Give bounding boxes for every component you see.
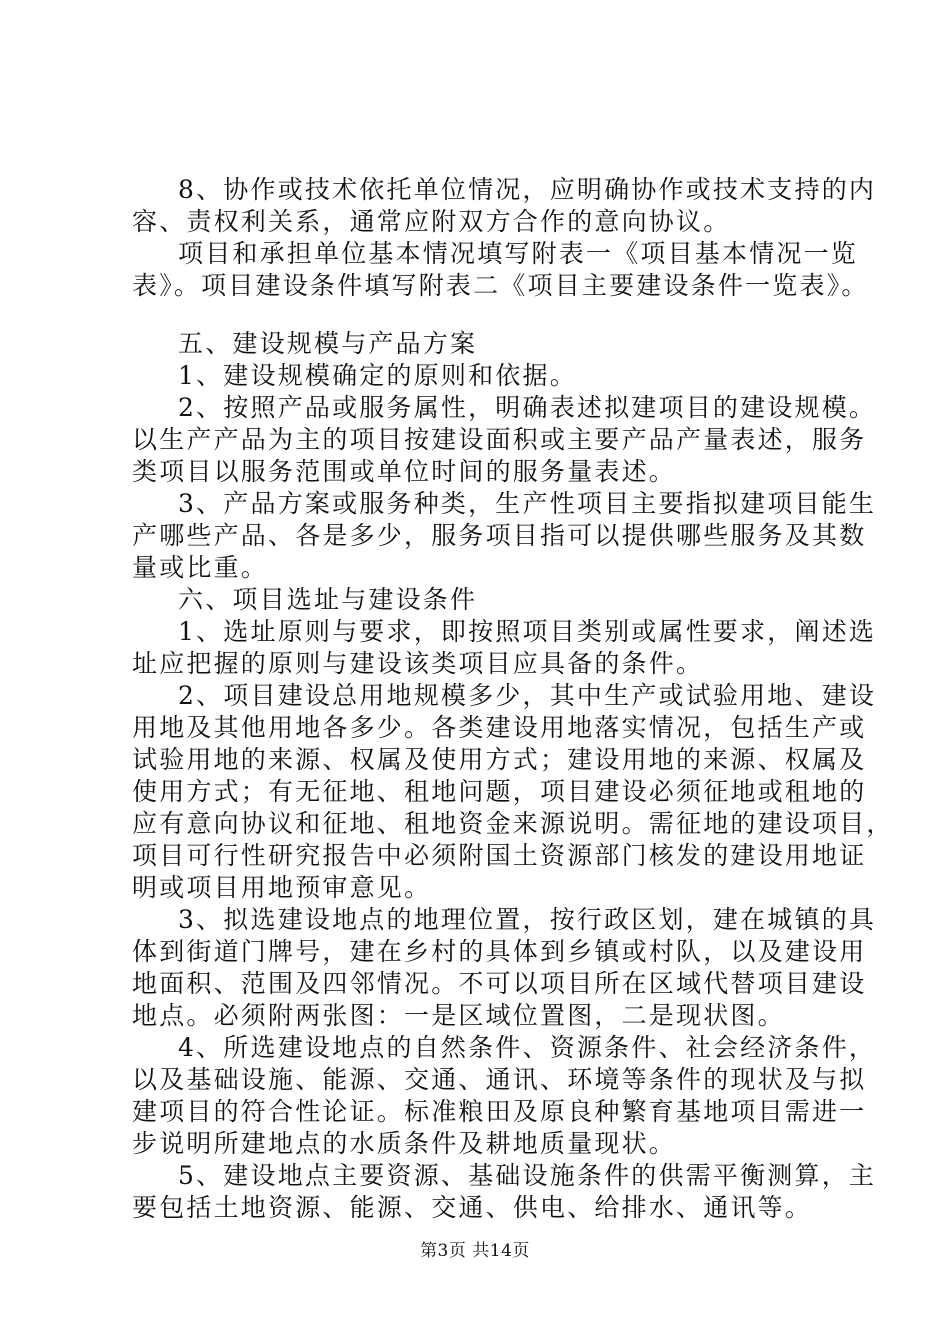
text-line: 体到街道门牌号，建在乡村的具体到乡镇或村队，以及建设用 <box>132 937 867 966</box>
text-line: 2、按照产品或服务属性，明确表述拟建项目的建设规模。 <box>178 393 877 422</box>
text-line: 址应把握的原则与建设该类项目应具备的条件。 <box>132 649 704 678</box>
text-line: 步说明所建地点的水质条件及耕地质量现状。 <box>132 1129 677 1158</box>
text-line: 试验用地的来源、权属及使用方式；建设用地的来源、权属及 <box>132 745 867 774</box>
text-line: 地面积、范围及四邻情况。不可以项目所在区域代替项目建设 <box>132 969 867 998</box>
text-line: 容、责权利关系，通常应附双方合作的意向协议。 <box>132 207 731 236</box>
text-line: 应有意向协议和征地、租地资金来源说明。需征地的建设项目， <box>132 809 894 838</box>
text-line: 以及基础设施、能源、交通、通讯、环境等条件的现状及与拟 <box>132 1065 867 1094</box>
text-line: 4、所选建设地点的自然条件、资源条件、社会经济条件， <box>178 1033 877 1062</box>
text-line: 地点。必须附两张图：一是区域位置图，二是现状图。 <box>132 1001 785 1030</box>
text-line: 以生产产品为主的项目按建设面积或主要产品产量表述，服务 <box>132 425 867 454</box>
text-line: 5、建设地点主要资源、基础设施条件的供需平衡测算，主 <box>178 1161 877 1190</box>
text-line: 使用方式；有无征地、租地问题，项目建设必须征地或租地的 <box>132 777 867 806</box>
text-line: 项目可行性研究报告中必须附国土资源部门核发的建设用地证 <box>132 841 867 870</box>
text-line: 项目和承担单位基本情况填写附表一《项目基本情况一览 <box>178 239 859 268</box>
text-line: 建项目的符合性论证。标准粮田及原良种繁育基地项目需进一 <box>132 1097 867 1126</box>
text-line: 8、协作或技术依托单位情况，应明确协作或技术支持的内 <box>178 175 877 204</box>
text-line: 3、产品方案或服务种类，生产性项目主要指拟建项目能生 <box>178 489 877 518</box>
text-line: 1、选址原则与要求，即按照项目类别或属性要求，阐述选 <box>178 617 877 646</box>
text-line: 1、建设规模确定的原则和依据。 <box>178 361 577 390</box>
section-heading: 六、项目选址与建设条件 <box>178 585 478 614</box>
text-line: 3、拟选建设地点的地理位置，按行政区划，建在城镇的具 <box>178 905 877 934</box>
text-line: 产哪些产品、各是多少，服务项目指可以提供哪些服务及其数 <box>132 521 867 550</box>
text-line: 用地及其他用地各多少。各类建设用地落实情况，包括生产或 <box>132 713 867 742</box>
text-line: 2、项目建设总用地规模多少，其中生产或试验用地、建设 <box>178 681 877 710</box>
text-line: 要包括土地资源、能源、交通、供电、给排水、通讯等。 <box>132 1193 813 1222</box>
text-line: 明或项目用地预审意见。 <box>132 873 432 902</box>
text-line: 表》。项目建设条件填写附表二《项目主要建设条件一览表》。 <box>132 271 869 300</box>
text-line: 类项目以服务范围或单位时间的服务量表述。 <box>132 457 677 486</box>
text-line: 量或比重。 <box>132 553 269 582</box>
page-number-footer: 第3页 共14页 <box>420 1241 530 1261</box>
section-heading: 五、建设规模与产品方案 <box>178 329 478 358</box>
